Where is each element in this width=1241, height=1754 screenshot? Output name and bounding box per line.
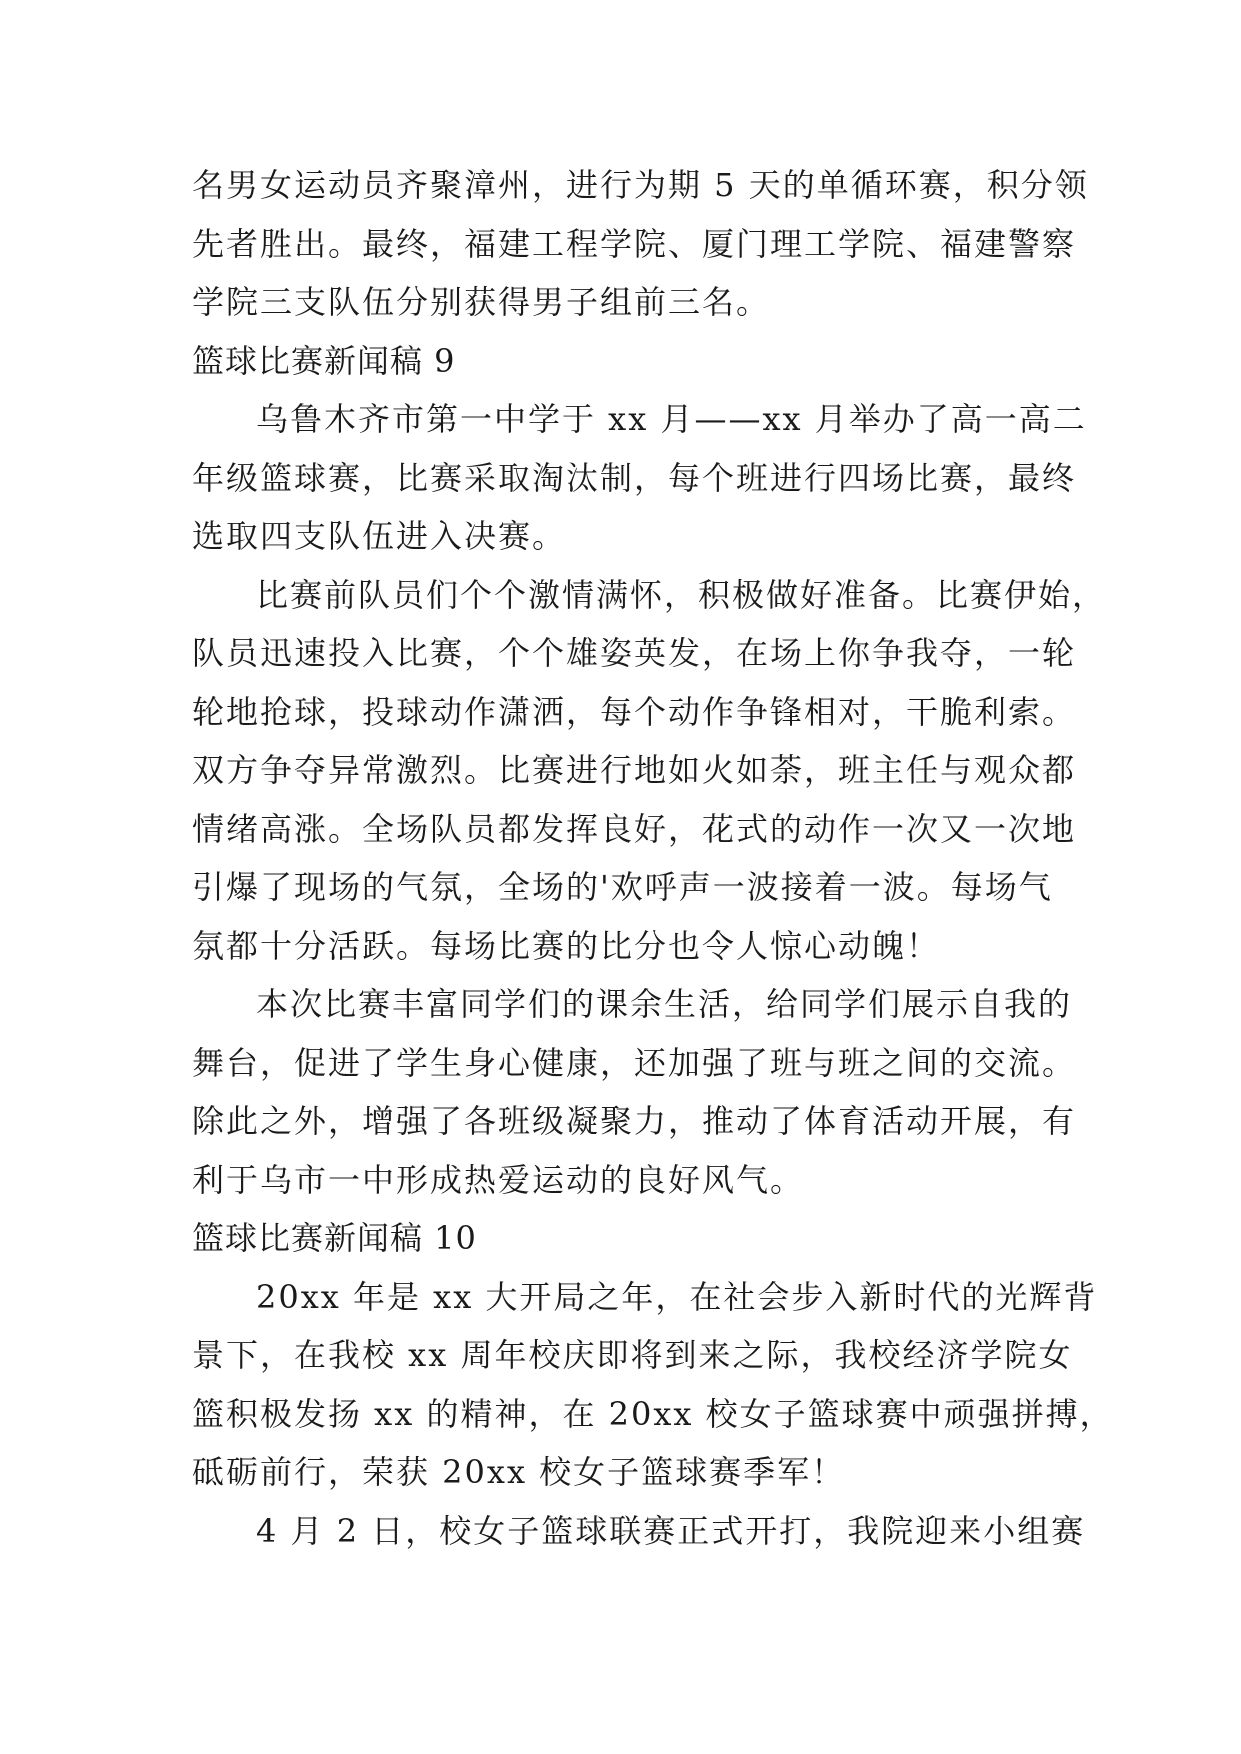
- text-line: 砥砺前行，荣获 20xx 校女子篮球赛季军！: [192, 1453, 846, 1491]
- text-line: 双方争夺异常激烈。比赛进行地如火如荼，班主任与观众都: [192, 751, 1077, 789]
- section-heading: 篮球比赛新闻稿 9: [192, 341, 456, 380]
- document-body: [192, 156, 1114, 1560]
- text-line: 除此之外，增强了各班级凝聚力，推动了体育活动开展，有: [192, 1102, 1077, 1140]
- text-line: 名男女运动员齐聚漳州，进行为期 5 天的单循环赛，积分领: [192, 166, 1089, 204]
- text-line: 选取四支队伍进入决赛。: [192, 517, 567, 555]
- text-line: 乌鲁木齐市第一中学于 xx 月——xx 月举办了高一高二: [256, 400, 1087, 438]
- text-line: 利于乌市一中形成热爱运动的良好风气。: [192, 1160, 805, 1199]
- text-line: 情绪高涨。全场队员都发挥良好，花式的动作一次又一次地: [192, 809, 1077, 848]
- text-line: 篮积极发扬 xx 的精神，在 20xx 校女子篮球赛中顽强拼搏，: [192, 1394, 1114, 1433]
- text-line: 队员迅速投入比赛，个个雄姿英发，在场上你争我夺，一轮: [192, 634, 1077, 672]
- text-line: 氛都十分活跃。每场比赛的比分也令人惊心动魄！: [192, 926, 941, 965]
- text-line: 轮地抢球，投球动作潇洒，每个动作争锋相对，干脆利索。: [192, 692, 1077, 731]
- text-line: 景下，在我校 xx 周年校庆即将到来之际，我校经济学院女: [192, 1336, 1073, 1374]
- text-line: 先者胜出。最终，福建工程学院、厦门理工学院、福建警察: [192, 224, 1077, 263]
- text-line: 学院三支队伍分别获得男子组前三名。: [192, 283, 771, 321]
- text-line: 4 月 2 日，校女子篮球联赛正式开打，我院迎来小组赛: [256, 1511, 1086, 1550]
- text-line: 本次比赛丰富同学们的课余生活，给同学们展示自我的: [256, 985, 1073, 1023]
- text-line: 引爆了现场的气氛，全场的'欢呼声一波接着一波。每场气: [192, 868, 1053, 906]
- text-line: 比赛前队员们个个激情满怀，积极做好准备。比赛伊始，: [256, 575, 1107, 614]
- text-line: 舞台，促进了学生身心健康，还加强了班与班之间的交流。: [192, 1043, 1077, 1082]
- text-line: 年级篮球赛，比赛采取淘汰制，每个班进行四场比赛，最终: [192, 458, 1077, 497]
- text-line: 20xx 年是 xx 大开局之年，在社会步入新时代的光辉背: [256, 1277, 1098, 1316]
- section-heading: 篮球比赛新闻稿 10: [192, 1219, 477, 1257]
